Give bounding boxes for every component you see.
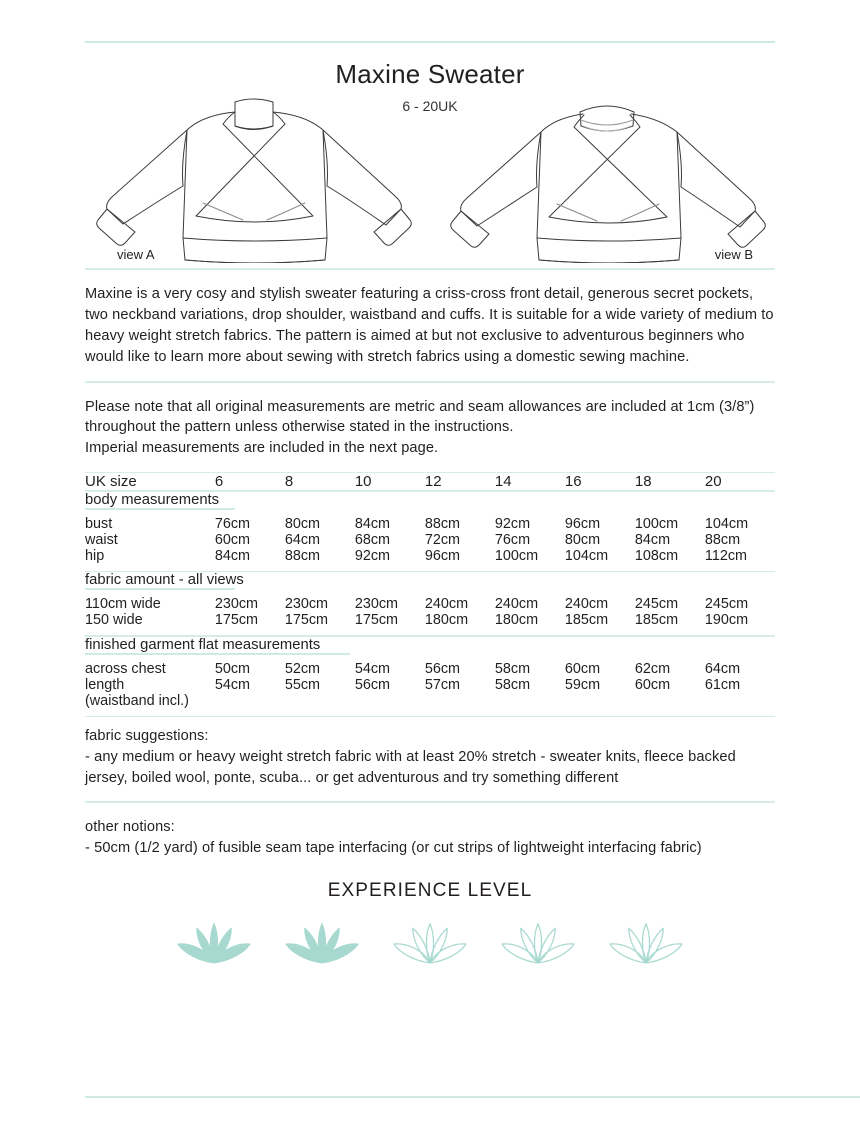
cell: 76cm [494,531,531,548]
size-col-5: 16 [564,473,582,491]
cell: 185cm [634,612,679,629]
section-heading-finished-garment: finished garment flat measurements [85,636,321,653]
section-underline-2 [85,653,350,655]
table-row [85,661,775,677]
divider-above-note [85,381,775,383]
cell: 175cm [284,612,329,629]
table-row [85,532,775,548]
metric-note-line-1: Please note that all original measurements are metric and seam allowances are included at 1cm (3/8”) throughout the pattern unless otherwise stated in the instructions. [85,398,755,436]
top-divider [85,41,775,43]
cell: 80cm [284,515,321,532]
sweater-view-b-illustration [437,68,777,263]
technical-drawings [85,68,775,268]
cell: 100cm [494,547,539,564]
cell: 84cm [634,531,671,548]
lotus-icon-outline [380,908,480,966]
pattern-info-page [0,41,860,1139]
cell: 84cm [354,515,391,532]
table-row [85,677,775,693]
cell: 96cm [564,515,601,532]
row-label-waist: waist [85,531,118,548]
cell: 68cm [354,531,391,548]
cell: 180cm [494,612,539,629]
cell: 50cm [214,660,251,677]
section-underline-0 [85,508,235,510]
sweater-view-a-illustration [83,68,423,263]
cell: 56cm [354,676,391,693]
length-footnote: (waistband incl.) [85,692,189,709]
cell: 72cm [424,531,461,548]
cell: 240cm [424,596,469,613]
cell: 230cm [354,596,399,613]
cell: 52cm [284,660,321,677]
size-range-subtitle: 6 - 20UK [402,98,458,114]
cell: 88cm [424,515,461,532]
view-a-label: view A [117,247,155,262]
table-row [85,612,775,628]
row-label-110cm-wide: 110cm wide [85,596,161,613]
table-row [85,548,775,564]
cell: 100cm [634,515,679,532]
row-label-length: length [85,676,125,693]
row-label-hip: hip [85,547,105,564]
cell: 62cm [634,660,671,677]
cell: 57cm [424,676,461,693]
fabric-suggestions-heading: fabric suggestions: [85,728,209,745]
cell: 54cm [214,676,251,693]
cell: 92cm [354,547,391,564]
cell: 59cm [564,676,601,693]
row-label-bust: bust [85,515,113,532]
cell: 54cm [354,660,391,677]
cell: 58cm [494,660,531,677]
measurements-table [85,473,775,717]
size-col-6: 18 [634,473,652,491]
cell: 190cm [704,612,749,629]
lotus-icon-filled [272,908,372,966]
fabric-suggestions-body: - any medium or heavy weight stretch fabric with at least 20% stretch - sweater knits, fleece backed jersey, boiled wool, ponte, scuba... or get adventurous and try something different [85,749,736,786]
cell: 92cm [494,515,531,532]
page-title: Maxine Sweater [335,59,525,89]
cell: 230cm [284,596,329,613]
cell: 96cm [424,547,461,564]
cell: 60cm [214,531,251,548]
cell: 240cm [564,596,609,613]
table-row [85,596,775,612]
experience-level-rating [85,908,775,966]
lotus-icon-outline [488,908,588,966]
cell: 61cm [704,676,741,693]
cell: 175cm [214,612,259,629]
cell: 56cm [424,660,461,677]
size-col-0: 6 [214,473,224,491]
lotus-icon-filled [164,908,264,966]
other-notions-heading: other notions: [85,818,175,835]
cell: 55cm [284,676,321,693]
size-col-2: 10 [354,473,372,491]
cell: 80cm [564,531,601,548]
section-heading-body-measurements: body measurements [85,491,220,508]
cell: 175cm [354,612,399,629]
size-col-3: 12 [424,473,442,491]
cell: 185cm [564,612,609,629]
cell: 58cm [494,676,531,693]
cell: 64cm [704,660,741,677]
cell: 76cm [214,515,251,532]
cell: 180cm [424,612,469,629]
size-col-4: 14 [494,473,512,491]
row-label-across-chest: across chest [85,660,166,677]
cell: 240cm [494,596,539,613]
size-col-1: 8 [284,473,294,491]
section-underline-1 [85,588,235,590]
lotus-icon-outline [596,908,696,966]
metric-note-line-2: Imperial measurements are included in the next page. [85,440,439,457]
other-notions-body: - 50cm (1/2 yard) of fusible seam tape interfacing (or cut strips of lightweight interfacing fabric) [85,839,702,856]
cell: 245cm [704,596,749,613]
description-paragraph: Maxine is a very cosy and stylish sweater featuring a criss-cross front detail, generous secret pockets, two neckband variations, drop shoulder, waistband and cuffs. It is suitable for a wide variety of medium to heavy weight stretch fabrics. The pattern is aimed at but not exclusive to adventurous beginners who would like to learn more about sewing with stretch fabrics using a domestic sewing machine. [85,285,774,365]
cell: 88cm [284,547,321,564]
uk-size-label: UK size [85,473,137,491]
size-col-7: 20 [704,473,722,491]
experience-level-title: EXPERIENCE LEVEL [327,880,533,902]
table-header-row [85,473,775,490]
divider-under-finished-garment [85,716,775,718]
divider-above-other-notions [85,801,775,803]
cell: 104cm [704,515,749,532]
cell: 108cm [634,547,679,564]
cell: 60cm [634,676,671,693]
cell: 104cm [564,547,609,564]
row-label-150-wide: 150 wide [85,612,143,629]
cell: 112cm [704,547,748,564]
cell: 64cm [284,531,321,548]
view-b-label: view B [714,247,753,262]
table-row [85,516,775,532]
cell: 60cm [564,660,601,677]
cell: 230cm [214,596,259,613]
cell: 84cm [214,547,251,564]
cell: 245cm [634,596,679,613]
section-heading-fabric-amount: fabric amount - all views [85,572,244,589]
cell: 88cm [704,531,741,548]
divider-above-description [85,268,775,270]
